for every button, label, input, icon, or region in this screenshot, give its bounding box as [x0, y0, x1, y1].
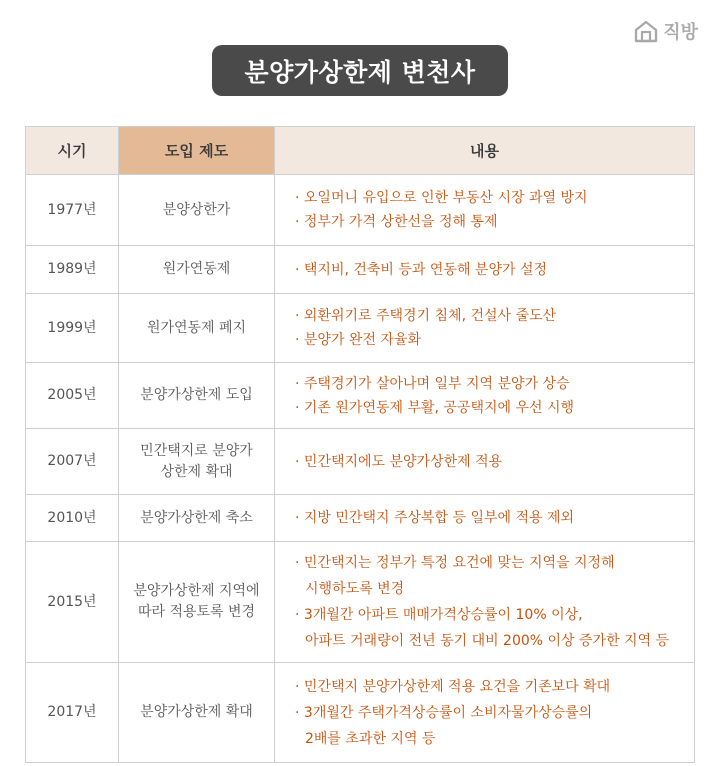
bullet-dot: ·: [295, 308, 304, 324]
bullet-dot: ·: [295, 510, 304, 526]
header-system: 도입 제도: [119, 127, 275, 175]
content-continuation-line: 시행하도록 변경: [305, 581, 405, 597]
content-item: [295, 602, 694, 654]
content-text: 정부가 가격 상한선을 정해 통제: [303, 214, 498, 230]
content-cell: [275, 542, 695, 663]
bullet-dot: ·: [295, 607, 304, 623]
header-content: 내용: [275, 127, 695, 175]
content-text: 민간택지에도 분양가상한제 적용: [303, 453, 503, 470]
content-bullet-line: [295, 186, 694, 210]
bullet-dot: ·: [295, 332, 304, 348]
content-bullet-line: [295, 258, 694, 282]
content-bullet-line: [295, 700, 694, 726]
era-cell: 1977년: [26, 175, 119, 246]
system-cell: [119, 175, 275, 246]
system-cell: [119, 429, 275, 495]
content-cell: [275, 175, 695, 246]
table-body: [26, 175, 695, 763]
content-item: [295, 328, 694, 352]
content-bullet-line: [295, 602, 694, 628]
system-cell: [119, 363, 275, 429]
content-cell: [275, 294, 695, 363]
era-cell: 1989년: [26, 246, 119, 294]
content-cell: [275, 246, 695, 294]
era-cell: 2005년: [26, 363, 119, 429]
header-era: 시기: [26, 127, 119, 175]
bullet-dot: ·: [295, 375, 304, 392]
system-line: 분양가상한제 축소: [140, 509, 253, 526]
content-text: 3개월간 아파트 매매가격상승률이 10% 이상,: [303, 607, 583, 623]
bullet-dot: ·: [295, 704, 304, 721]
brand-name: 직방: [663, 22, 698, 43]
table-row: [26, 294, 695, 363]
history-table: [25, 126, 695, 763]
content-bullet-line: [295, 550, 694, 576]
system-cell: [119, 294, 275, 363]
content-bullet-line: [295, 304, 694, 328]
bullet-dot: ·: [295, 190, 304, 206]
era-cell: 2015년: [26, 542, 119, 663]
content-item: [295, 550, 694, 602]
content-text: 3개월간 주택가격상승률이 소비자물가상승률의: [303, 704, 593, 721]
table-row: [26, 175, 695, 246]
content-text: 민간택지 분양가상한제 적용 요건을 기존보다 확대: [303, 678, 611, 695]
content-item: [295, 304, 694, 328]
content-bullet-line: [295, 396, 694, 420]
page-title: 분양가상한제 변천사: [212, 45, 508, 96]
system-line: 분양상한가: [162, 201, 231, 218]
content-cell: [275, 429, 695, 495]
content-text: 외환위기로 주택경기 침체, 건설사 줄도산: [303, 308, 557, 324]
bullet-dot: ·: [295, 261, 304, 278]
content-bullet-line: [295, 506, 694, 530]
bullet-dot: ·: [295, 555, 304, 571]
content-item: [295, 450, 694, 474]
content-text: 택지비, 건축비 등과 연동해 분양가 설정: [303, 261, 547, 278]
content-continuation-line: 아파트 거래량이 전년 동기 대비 200% 이상 증가한 지역 등: [305, 633, 670, 649]
system-line: 민간택지로 분양가: [140, 442, 253, 459]
content-text: 지방 민간택지 주상복합 등 일부에 적용 제외: [303, 510, 575, 526]
content-item: [295, 210, 694, 234]
bullet-dot: ·: [295, 453, 304, 470]
era-cell: 2010년: [26, 495, 119, 542]
content-continuation-line: 2배를 초과한 지역 등: [305, 730, 436, 747]
table-row: [26, 663, 695, 763]
table-row: [26, 363, 695, 429]
era-cell: 2017년: [26, 663, 119, 763]
content-cell: [275, 663, 695, 763]
table-row: [26, 429, 695, 495]
system-cell: [119, 663, 275, 763]
content-cell: [275, 363, 695, 429]
system-line: 원가연동제: [162, 261, 231, 277]
house-icon: [633, 19, 659, 43]
system-line: 분양가상한제 도입: [140, 387, 253, 403]
content-item: [295, 396, 694, 420]
content-item: [295, 700, 694, 752]
bullet-dot: ·: [295, 214, 304, 230]
era-cell: 1999년: [26, 294, 119, 363]
bullet-dot: ·: [295, 399, 304, 416]
system-cell: [119, 495, 275, 542]
table-row: [26, 542, 695, 663]
system-line: 원가연동제 폐지: [146, 319, 247, 336]
system-cell: [119, 246, 275, 294]
system-line: 분양가상한제 확대: [140, 704, 253, 720]
system-cell: [119, 542, 275, 663]
content-bullet-line: [295, 450, 694, 474]
content-item: [295, 506, 694, 530]
content-bullet-line: [295, 674, 694, 700]
table-row: [26, 495, 695, 542]
content-text: 민간택지는 정부가 특정 요건에 맞는 지역을 지정해: [303, 555, 615, 571]
table-row: [26, 246, 695, 294]
content-text: 기존 원가연동제 부활, 공공택지에 우선 시행: [303, 399, 575, 416]
content-text: 분양가 완전 자율화: [303, 332, 421, 348]
content-bullet-line: [295, 210, 694, 234]
system-line: 분양가상한제 지역에: [133, 583, 260, 599]
content-text: 주택경기가 살아나며 일부 지역 분양가 상승: [303, 375, 570, 392]
content-bullet-line: [295, 372, 694, 396]
content-item: [295, 258, 694, 282]
table-header-row: [26, 127, 695, 175]
content-cell: [275, 495, 695, 542]
content-text: 오일머니 유입으로 인한 부동산 시장 과열 방지: [303, 190, 588, 206]
brand-logo: [633, 18, 698, 44]
content-item: [295, 372, 694, 396]
bullet-dot: ·: [295, 678, 304, 695]
content-item: [295, 674, 694, 700]
content-item: [295, 186, 694, 210]
era-cell: 2007년: [26, 429, 119, 495]
system-line: 따라 적용토록 변경: [137, 604, 256, 620]
content-bullet-line: [295, 328, 694, 352]
system-line: 상한제 확대: [160, 463, 233, 480]
